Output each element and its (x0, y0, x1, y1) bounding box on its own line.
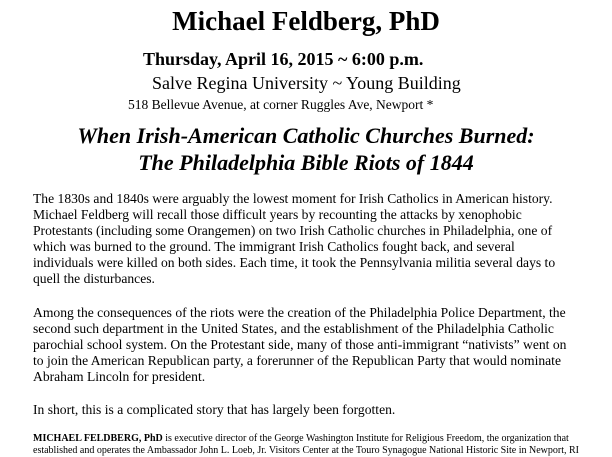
event-address: 518 Bellevue Avenue, at corner Ruggles Ave, Newport * (128, 97, 434, 112)
paragraph-line: which was burned to the ground. The immigrant Irish Catholics fought back, and several (33, 239, 515, 254)
speaker-name: Michael Feldberg, PhD (172, 6, 440, 36)
paragraph-line: The 1830s and 1840s were arguably the lowest moment for Irish Catholics in American history. (33, 191, 553, 206)
event-venue: Salve Regina University ~ Young Building (152, 73, 461, 93)
paragraph-line: parochial school system. On the Protestant side, many of those anti-immigrant “nativists” went on (33, 337, 567, 352)
bio-line (33, 433, 605, 445)
description-paragraph (33, 402, 605, 418)
lecture-title-line: When Irish-American Catholic Churches Burned: (77, 123, 535, 148)
lecture-title-line: The Philadelphia Bible Riots of 1844 (138, 150, 474, 175)
paragraph-line: In short, this is a complicated story that has largely been forgotten. (33, 402, 396, 417)
bio-text: is executive director of the George Washington Institute for Religious Freedom, the organization that (162, 433, 569, 444)
event-date-time: Thursday, April 16, 2015 ~ 6:00 p.m. (143, 49, 424, 69)
paragraph-line: Abraham Lincoln for president. (33, 369, 206, 384)
paragraph-line: Protestants (including some Orangemen) on two Irish Catholic churches in Philadelphia, one of (33, 223, 553, 238)
bio-line: established and operates the Ambassador John L. Loeb, Jr. Visitors Center at the Touro Synagogue National Historic Site in Newport, RI (33, 445, 580, 456)
paragraph-line: Michael Feldberg will recall those difficult years by recounting the attacks by xenophobic (33, 207, 522, 222)
lecture-title (0, 122, 612, 176)
description-paragraph (33, 305, 605, 385)
bio-speaker-name: MICHAEL FELDBERG, PhD (33, 433, 163, 444)
description-paragraph (33, 191, 605, 287)
paragraph-line: individuals were killed on both sides. Each time, it took the Pennsylvania militia several days to (33, 255, 556, 270)
speaker-bio (33, 433, 605, 457)
paragraph-line: second such department in the United States, and the establishment of the Philadelphia Catholic (33, 321, 554, 336)
paragraph-line: to join the American Republican party, a forerunner of the Republican Party that would nominate (33, 353, 561, 368)
paragraph-line: Among the consequences of the riots were the creation of the Philadelphia Police Department, the (33, 305, 566, 320)
paragraph-line: quell the disturbances. (33, 271, 155, 286)
